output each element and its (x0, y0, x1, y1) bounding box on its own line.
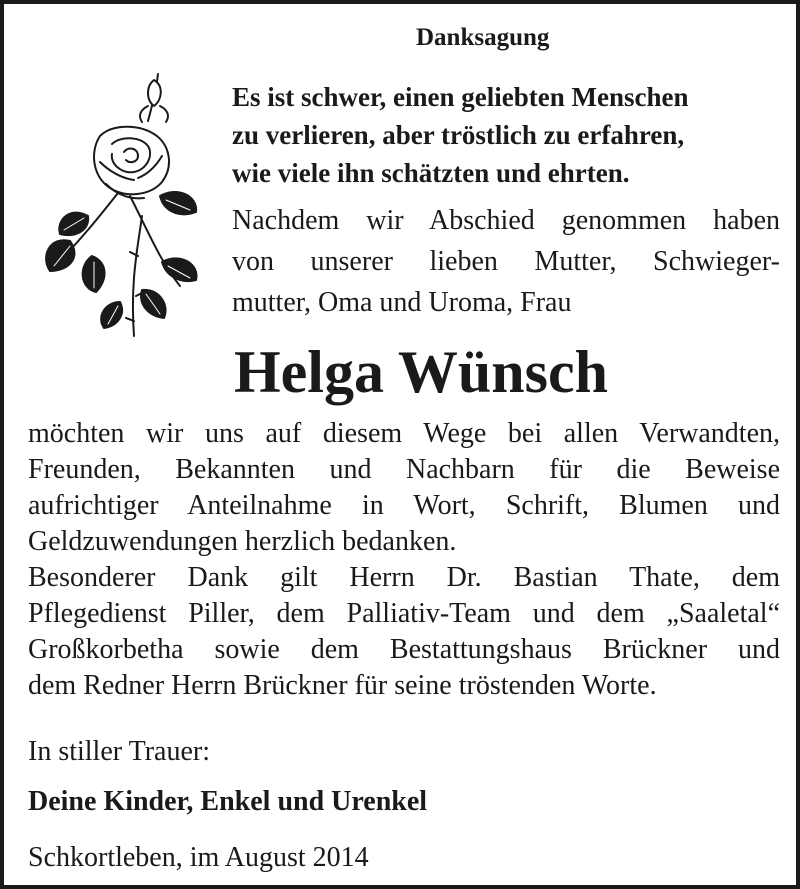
body-line: aufrichtiger Anteilnahme in Wort, Schrift, Blumen und (28, 490, 780, 521)
signature-label: In stiller Trauer: (28, 736, 210, 767)
signature-names: Deine Kinder, Enkel und Urenkel (28, 786, 428, 817)
rose-icon (30, 66, 210, 344)
quote-line: wie viele ihn schätzten und ehrten. (232, 158, 630, 188)
quote-line: zu verlieren, aber tröstlich zu erfahren, (232, 120, 685, 150)
body-line: Geldzuwendungen herzlich bedanken. (28, 526, 457, 557)
place-date: Schkortleben, im August 2014 (28, 842, 369, 873)
heading: Danksagung (416, 24, 550, 51)
thanks-text (28, 416, 780, 704)
body-line: möchten wir uns auf diesem Wege bei allen Verwandten, (28, 418, 780, 449)
body-line: Großkorbetha sowie dem Bestattungshaus Brückner und (28, 634, 780, 665)
intro-line: Nachdem wir Abschied genommen haben (232, 205, 780, 236)
intro-line: von unserer lieben Mutter, Schwieger- (232, 246, 780, 277)
body-line: dem Redner Herrn Brückner für seine tröstenden Worte. (28, 670, 657, 701)
intro-line: mutter, Oma und Uroma, Frau (232, 287, 572, 318)
intro-text (232, 200, 780, 323)
condolence-quote (232, 78, 772, 192)
body-line: Freunden, Bekannten und Nachbarn für die Beweise (28, 454, 780, 485)
deceased-name: Helga Wünsch (234, 339, 608, 405)
quote-line: Es ist schwer, einen geliebten Menschen (232, 82, 689, 112)
body-line: Besonderer Dank gilt Herrn Dr. Bastian Thate, dem (28, 562, 780, 593)
body-line: Pflegedienst Piller, dem Palliativ-Team und dem „Saaletal“ (28, 598, 780, 629)
